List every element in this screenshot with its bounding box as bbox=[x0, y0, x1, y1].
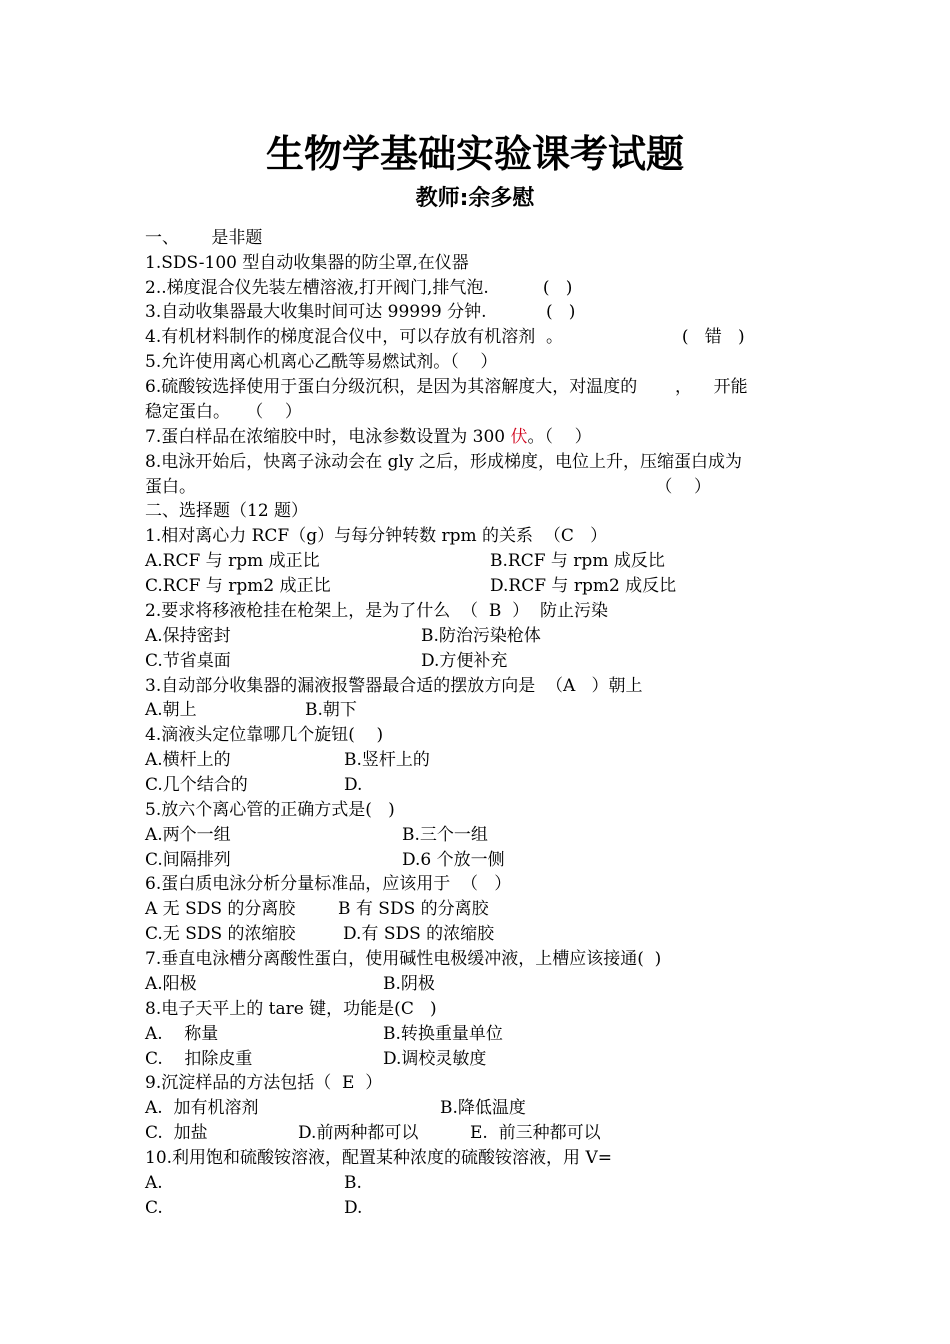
mc-q5-option-d: D.6 个放一侧 bbox=[402, 850, 505, 870]
mc-q2-option-d: D.方便补充 bbox=[421, 651, 508, 671]
mc-q10-option-b: B. bbox=[344, 1173, 362, 1193]
mc-q3-option-b: B.朝下 bbox=[305, 700, 357, 720]
mc-q10-option-c: C. bbox=[145, 1198, 163, 1218]
section1-heading: 一、 是非题 bbox=[145, 228, 263, 248]
mc-q8: 8.电子天平上的 tare 键，功能是(C ) bbox=[145, 999, 437, 1019]
mc-q7-option-a: A.阳极 bbox=[145, 974, 197, 994]
mc-q6-option-c: C.无 SDS 的浓缩胶 bbox=[145, 924, 296, 944]
mc-q10-option-d: D. bbox=[344, 1198, 363, 1218]
mc-q8-option-a: A. 称量 bbox=[145, 1024, 219, 1044]
mc-q5-option-c: C.间隔排列 bbox=[145, 850, 231, 870]
mc-q4: 4.滴液头定位靠哪几个旋钮( ) bbox=[145, 725, 384, 745]
mc-q7-option-b: B.阴极 bbox=[383, 974, 435, 994]
mc-q8-option-d: D.调校灵敏度 bbox=[383, 1049, 487, 1069]
mc-q9-option-a: A. 加有机溶剂 bbox=[145, 1098, 259, 1118]
tf-item-4: 4.有机材料制作的梯度混合仪中，可以存放有机溶剂 。 ( 错 ) bbox=[145, 327, 745, 347]
mc-q8-option-c: C. 扣除皮重 bbox=[145, 1049, 253, 1069]
page-title: 生物学基础实验课考试题 bbox=[265, 132, 684, 176]
mc-q6-option-a: A 无 SDS 的分离胶 bbox=[145, 899, 296, 919]
mc-q3-option-a: A.朝上 bbox=[145, 700, 197, 720]
mc-q9-option-c: C. 加盐 bbox=[145, 1123, 208, 1143]
mc-q2-option-b: B.防治污染枪体 bbox=[421, 626, 541, 646]
mc-q9-option-b: B.降低温度 bbox=[440, 1098, 526, 1118]
mc-q6: 6.蛋白质电泳分析分量标准品，应该用于 （ ） bbox=[145, 874, 512, 894]
mc-q1-option-b: B.RCF 与 rpm 成反比 bbox=[490, 551, 665, 571]
mc-q1: 1.相对离心力 RCF（g）与每分钟转数 rpm 的关系 （C ） bbox=[145, 526, 608, 546]
mc-q1-option-a: A.RCF 与 rpm 成正比 bbox=[145, 551, 320, 571]
mc-q9-option-e: E. 前三种都可以 bbox=[470, 1123, 601, 1143]
mc-q10-option-a: A. bbox=[145, 1173, 163, 1193]
mc-q9: 9.沉淀样品的方法包括（ E ） bbox=[145, 1073, 383, 1093]
mc-q4-option-d: D. bbox=[344, 775, 363, 795]
tf-item-2: 2..梯度混合仪先装左槽溶液,打开阀门,排气泡. ( ) bbox=[145, 278, 573, 298]
tf-item-8: 8.电泳开始后，快离子泳动会在 gly 之后，形成梯度，电位上升，压缩蛋白成为 bbox=[145, 452, 742, 472]
mc-q8-option-b: B.转换重量单位 bbox=[383, 1024, 503, 1044]
mc-q6-option-b: B 有 SDS 的分离胶 bbox=[338, 899, 489, 919]
mc-q2-option-c: C.节省桌面 bbox=[145, 651, 231, 671]
tf-item-8-cont: 蛋白。 （ ） bbox=[145, 477, 711, 497]
mc-q4-option-b: B.竖杆上的 bbox=[344, 750, 430, 770]
tf-item-1: 1.SDS-100 型自动收集器的防尘罩,在仪器 bbox=[145, 253, 469, 273]
tf-item-6-cont: 稳定蛋白。 （ ） bbox=[145, 402, 302, 422]
tf-item-3: 3.自动收集器最大收集时间可达 99999 分钟. ( ) bbox=[145, 302, 576, 322]
mc-q5: 5.放六个离心管的正确方式是( ) bbox=[145, 800, 395, 820]
section2-heading: 二、选择题（12 题） bbox=[145, 501, 309, 521]
mc-q10: 10.利用饱和硫酸铵溶液，配置某种浓度的硫酸铵溶液，用 V= bbox=[145, 1148, 612, 1168]
mc-q3: 3.自动部分收集器的漏液报警器最合适的摆放方向是 （A ）朝上 bbox=[145, 676, 643, 696]
tf-item-5: 5.允许使用离心机离心乙酰等易燃试剂。（ ） bbox=[145, 352, 498, 372]
teacher-line: 教师:余多慰 bbox=[415, 186, 535, 211]
mc-q4-option-c: C.几个结合的 bbox=[145, 775, 248, 795]
mc-q2: 2.要求将移液枪挂在枪架上，是为了什么 （ B ） 防止污染 bbox=[145, 601, 608, 621]
mc-q5-option-b: B.三个一组 bbox=[402, 825, 488, 845]
tf-item-7-prefix: 7.蛋白样品在浓缩胶中时，电泳参数设置为 300 bbox=[145, 427, 511, 447]
mc-q1-option-c: C.RCF 与 rpm2 成正比 bbox=[145, 576, 331, 596]
tf-item-7-red-text: 伏 bbox=[510, 427, 528, 447]
mc-q4-option-a: A.横杆上的 bbox=[145, 750, 231, 770]
mc-q9-option-d: D.前两种都可以 bbox=[298, 1123, 419, 1143]
tf-item-6: 6.硫酸铵选择使用于蛋白分级沉积，是因为其溶解度大，对温度的 ， 开能 bbox=[145, 377, 748, 397]
mc-q6-option-d: D.有 SDS 的浓缩胶 bbox=[343, 924, 495, 944]
mc-q7: 7.垂直电泳槽分离酸性蛋白，使用碱性电极缓冲液，上槽应该接通( ) bbox=[145, 949, 662, 969]
mc-q1-option-d: D.RCF 与 rpm2 成反比 bbox=[490, 576, 677, 596]
mc-q2-option-a: A.保持密封 bbox=[145, 626, 231, 646]
tf-item-7 bbox=[145, 425, 592, 449]
tf-item-7-suffix: 。（ ） bbox=[527, 427, 592, 447]
mc-q5-option-a: A.两个一组 bbox=[145, 825, 231, 845]
